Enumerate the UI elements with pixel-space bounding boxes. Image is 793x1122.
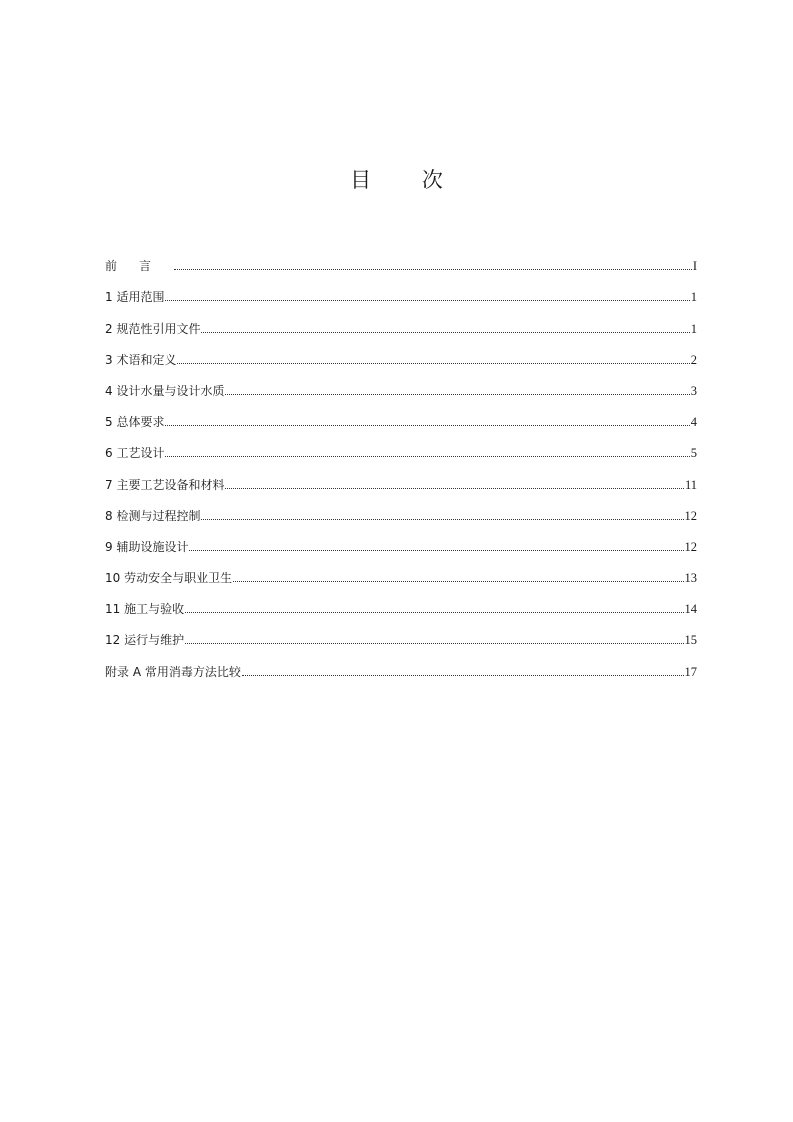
toc-dot-leader [189, 549, 683, 551]
toc-entry-appendix-a[interactable] [105, 651, 697, 682]
toc-entry-process-design[interactable] [105, 433, 697, 464]
toc-dot-leader [233, 580, 683, 582]
toc-entry-label: 4 设计水量与设计水质 [105, 383, 225, 398]
toc-entry-label: 5 总体要求 [105, 415, 165, 430]
toc-entry-operation-maintenance[interactable] [105, 620, 697, 651]
toc-dot-leader [225, 393, 689, 395]
toc-entry-page: 14 [684, 602, 697, 617]
toc-entry-label: 前言 [105, 259, 174, 274]
toc-entry-label: 10 劳动安全与职业卫生 [105, 571, 233, 586]
toc-entry-labor-safety[interactable] [105, 558, 697, 589]
toc-title: 目 次 [350, 168, 465, 192]
toc-dot-leader [201, 518, 683, 520]
toc-entry-normative-references[interactable] [105, 308, 697, 339]
toc-entry-equipment-materials[interactable] [105, 464, 697, 495]
toc-entry-page: I [692, 259, 697, 274]
toc-entry-label: 9 辅助设施设计 [105, 539, 189, 554]
toc-entry-general-requirements[interactable] [105, 402, 697, 433]
toc-entry-auxiliary-facilities[interactable] [105, 527, 697, 558]
toc-entry-page: 1 [690, 321, 697, 336]
toc-entry-page: 15 [684, 633, 697, 648]
toc-entry-page: 12 [684, 508, 697, 523]
toc-entry-label: 6 工艺设计 [105, 446, 165, 461]
toc-entry-label: 2 规范性引用文件 [105, 321, 201, 336]
toc-entry-label: 附录 A 常用消毒方法比较 [105, 664, 241, 679]
toc-entry-label: 12 运行与维护 [105, 633, 185, 648]
toc-dot-leader [177, 362, 689, 364]
toc-entry-label: 8 检测与过程控制 [105, 508, 201, 523]
toc-entry-foreword[interactable] [105, 246, 697, 277]
toc-dot-leader [225, 487, 684, 489]
toc-entry-terms-definitions[interactable] [105, 340, 697, 371]
toc-dot-leader [242, 674, 684, 676]
toc-dot-leader [165, 299, 689, 301]
toc-entry-page: 1 [690, 290, 697, 305]
toc-entry-page: 4 [690, 415, 697, 430]
toc-entry-label: 3 术语和定义 [105, 352, 177, 367]
toc-dot-leader [201, 331, 689, 333]
toc-entry-page: 11 [684, 477, 697, 492]
toc-entry-page: 5 [690, 446, 697, 461]
toc-dot-leader [185, 611, 683, 613]
toc-entry-label: 7 主要工艺设备和材料 [105, 477, 225, 492]
toc-entry-design-flow-quality[interactable] [105, 371, 697, 402]
toc-entry-label: 11 施工与验收 [105, 602, 185, 617]
toc-entry-scope[interactable] [105, 277, 697, 308]
toc-dot-leader [174, 268, 692, 270]
toc-entry-page: 17 [684, 664, 697, 679]
toc-entry-page: 3 [690, 383, 697, 398]
toc-entry-page: 13 [684, 571, 697, 586]
toc-entry-label: 1 适用范围 [105, 290, 165, 305]
toc-entry-monitoring-control[interactable] [105, 496, 697, 527]
toc-dot-leader [185, 642, 683, 644]
toc-dot-leader [165, 424, 689, 426]
toc-list [105, 246, 697, 683]
toc-dot-leader [165, 455, 689, 457]
toc-entry-page: 2 [690, 352, 697, 367]
toc-entry-construction-acceptance[interactable] [105, 589, 697, 620]
toc-entry-page: 12 [684, 539, 697, 554]
